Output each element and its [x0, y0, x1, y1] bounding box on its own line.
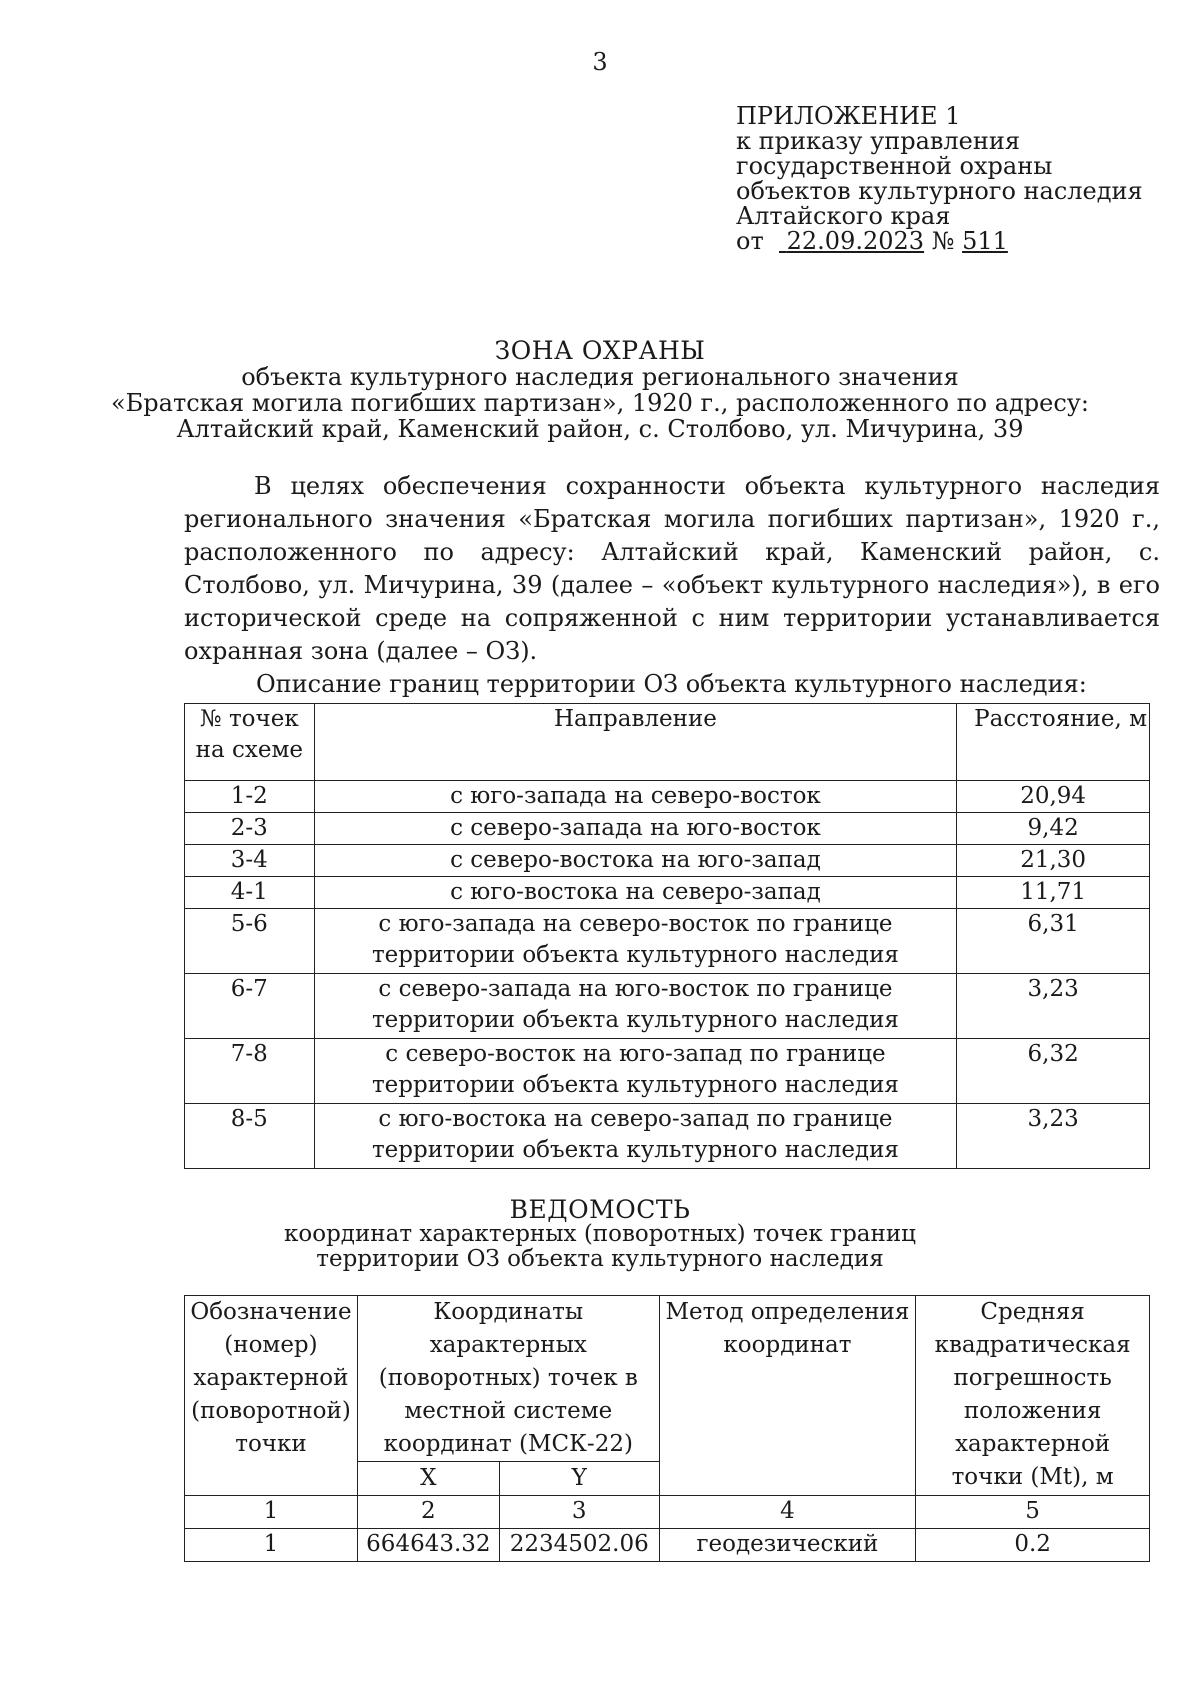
cell-points: 3-4	[185, 845, 315, 877]
column-number: 4	[659, 1496, 916, 1529]
column-number-row	[185, 1496, 1150, 1529]
cell-points: 7-8	[185, 1039, 315, 1104]
header-method: Метод определения координат	[659, 1296, 916, 1496]
appendix-line: государственной охраны	[736, 152, 1053, 180]
table-row	[185, 1104, 1150, 1169]
table-row	[185, 1039, 1150, 1104]
table-header-row	[185, 704, 1150, 781]
cell-distance: 6,32	[957, 1039, 1150, 1104]
cell-direction: с северо-запада на юго-восток	[314, 813, 957, 845]
cell-points: 4-1	[185, 877, 315, 909]
column-number: 1	[185, 1496, 358, 1529]
vedomost-subtitle-line: территории ОЗ объекта культурного наследия	[316, 1246, 884, 1272]
header-distance: Расстояние, м	[957, 704, 1150, 781]
cell-point: 1	[185, 1529, 358, 1562]
order-number: 511	[962, 227, 1008, 255]
column-number: 3	[499, 1496, 659, 1529]
table-row	[185, 1529, 1150, 1562]
vedomost-title: ВЕДОМОСТЬ	[509, 1195, 691, 1224]
cell-direction: с северо-востока на юго-запад	[314, 845, 957, 877]
coordinates-table	[184, 1295, 1150, 1562]
zone-subtitle-line: объекта культурного наследия регионального значения	[241, 363, 959, 391]
cell-points: 5-6	[185, 909, 315, 974]
cell-direction: с юго-запада на северо-восток	[314, 781, 957, 813]
table-row	[185, 781, 1150, 813]
table-row	[185, 974, 1150, 1039]
cell-distance: 11,71	[957, 877, 1150, 909]
header-coordinates: Координаты характерных (поворотных) точек в местной системе координат (МСК-22)	[357, 1296, 659, 1462]
appendix-line: к приказу управления	[736, 127, 1021, 155]
zone-title: ЗОНА ОХРАНЫ	[494, 336, 706, 365]
vedomost-subtitle-line: координат характерных (поворотных) точек границ	[284, 1221, 916, 1247]
zone-subtitle-line: Алтайский край, Каменский район, с. Столбово, ул. Мичурина, 39	[176, 415, 1024, 443]
intro-paragraph-text: В целях обеспечения сохранности объекта культурного наследия регионального значения «Братская могила погибших партизан», 1920 г., расположенного по адресу: Алтайский край, Каменский район, с. Столбово, ул. Мичурина, 39 (далее – «объект культурного наследия»), в его исторической среде на сопряженной с ним территории устанавливается охранная зона (далее – ОЗ).	[184, 472, 1160, 665]
appendix-line: Алтайского края	[736, 202, 951, 230]
table-row	[185, 909, 1150, 974]
cell-direction: с юго-запада на северо-восток по границе территории объекта культурного наследия	[314, 909, 957, 974]
cell-direction: с северо-восток на юго-запад по границе территории объекта культурного наследия	[314, 1039, 957, 1104]
boundaries-caption: Описание границ территории ОЗ объекта культурного наследия:	[256, 670, 1087, 698]
cell-distance: 9,42	[957, 813, 1150, 845]
cell-direction: с юго-востока на северо-запад по границе территории объекта культурного наследия	[314, 1104, 957, 1169]
boundaries-table	[184, 703, 1150, 1169]
header-points: № точек на схеме	[185, 704, 315, 781]
cell-direction: с северо-запада на юго-восток по границе территории объекта культурного наследия	[314, 974, 957, 1039]
cell-x: 664643.32	[357, 1529, 499, 1562]
table-header-row	[185, 1296, 1150, 1462]
zone-subtitle-line: «Братская могила погибших партизан», 1920 г., расположенного по адресу:	[110, 389, 1090, 417]
cell-distance: 21,30	[957, 845, 1150, 877]
header-x: X	[357, 1462, 499, 1496]
appendix-date-line	[736, 229, 1143, 254]
zone-title-block	[0, 338, 1200, 442]
cell-method: геодезический	[659, 1529, 916, 1562]
table-row	[185, 845, 1150, 877]
number-prefix: №	[931, 227, 955, 255]
vedomost-title-block	[0, 1197, 1200, 1272]
cell-direction: с юго-востока на северо-запад	[314, 877, 957, 909]
cell-error: 0.2	[916, 1529, 1150, 1562]
cell-distance: 20,94	[957, 781, 1150, 813]
cell-points: 6-7	[185, 974, 315, 1039]
table-row	[185, 877, 1150, 909]
header-y: Y	[499, 1462, 659, 1496]
cell-y: 2234502.06	[499, 1529, 659, 1562]
date-prefix: от	[736, 227, 764, 255]
cell-distance: 3,23	[957, 1104, 1150, 1169]
appendix-line: объектов культурного наследия	[736, 177, 1143, 205]
page-number: 3	[592, 48, 608, 76]
column-number: 2	[357, 1496, 499, 1529]
column-number: 5	[916, 1496, 1150, 1529]
intro-paragraph	[184, 470, 1160, 668]
cell-distance: 3,23	[957, 974, 1150, 1039]
header-direction: Направление	[314, 704, 957, 781]
cell-points: 1-2	[185, 781, 315, 813]
cell-points: 8-5	[185, 1104, 315, 1169]
header-designation: Обозначение (номер) характерной (поворотной) точки	[185, 1296, 358, 1496]
appendix-block	[736, 104, 1143, 254]
cell-points: 2-3	[185, 813, 315, 845]
appendix-title: ПРИЛОЖЕНИЕ 1	[736, 102, 961, 130]
table-row	[185, 813, 1150, 845]
header-error: Средняя квадратическая погрешность положения характерной точки (Mt), м	[916, 1296, 1150, 1496]
cell-distance: 6,31	[957, 909, 1150, 974]
order-date: 22.09.2023	[786, 227, 925, 255]
